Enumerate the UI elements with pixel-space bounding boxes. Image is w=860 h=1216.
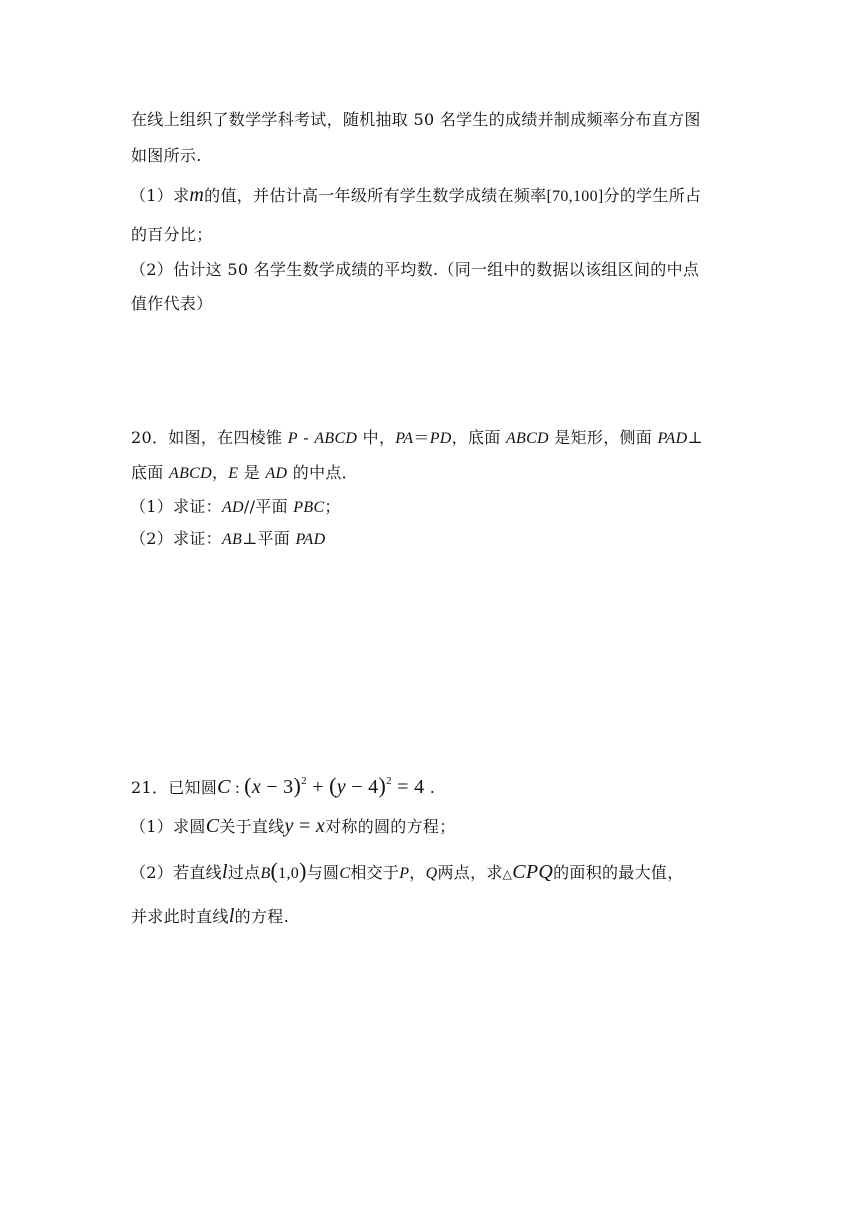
p20-text: ， [211, 463, 229, 482]
p21-var-y: y [336, 776, 346, 798]
p21-var-P: P [399, 865, 410, 882]
p21-point: 1,0 [278, 865, 300, 882]
p21-var-x: x [251, 776, 261, 798]
p21-q1 [130, 815, 456, 838]
p21-paren: ( [244, 773, 252, 798]
p21-text: 的方程. [234, 907, 289, 926]
p19-q1-prefix: （1）求 [130, 186, 190, 205]
p20-var-P: P [287, 430, 298, 447]
p19-q2-line1: （2）估计这 50 名学生数学成绩的平均数.（同一组中的数据以该组区间的中点 [130, 260, 700, 279]
p19-line2: 如图所示. [131, 146, 202, 165]
p21-var-l: l [228, 905, 235, 927]
p20-var-AB: AB [221, 531, 243, 548]
p21-text: 过点 [227, 863, 261, 882]
p21-text: （1）求圆 [130, 817, 206, 836]
p21-q2-line2 [131, 905, 289, 928]
p20-q2 [130, 528, 325, 551]
triangle-icon: △ [502, 867, 513, 881]
p20-dash: - [297, 428, 315, 447]
p21-text: 两点，求 [437, 863, 503, 882]
p20-var-PAD: PAD [657, 430, 688, 447]
p21-text: 21．已知圆 [131, 778, 218, 797]
p21-plus: + [306, 776, 330, 798]
p20-var-E: E [228, 465, 239, 482]
p20-var-AD: AD [265, 465, 288, 482]
p20-var-PAD: PAD [295, 531, 326, 548]
p21-text: 并求此时直线 [131, 907, 229, 926]
p20-q1 [130, 496, 341, 519]
p20-text: ； [324, 497, 341, 516]
p19-q1-suffix: 分的学生所占 [603, 186, 702, 205]
p21-paren: ) [293, 773, 302, 798]
p19-q1-line2: 的百分比； [131, 225, 213, 244]
p21-eq: = [293, 815, 316, 837]
p20-text: 中， [357, 428, 396, 447]
p19-q2-line2: 值作代表） [131, 294, 213, 313]
p19-q1-mid: 的值，并估计高一年级所有学生数学成绩在频率 [204, 186, 547, 205]
p21-var-l: l [221, 861, 228, 883]
p20-eq: ＝ [413, 428, 430, 447]
p19-q1 [130, 184, 701, 208]
p20-var-ABCD: ABCD [505, 430, 549, 447]
p21-text: . [424, 778, 436, 797]
p21-q2 [130, 860, 684, 885]
p21-var-C: C [217, 776, 231, 798]
p20-text: //平面 [243, 497, 294, 516]
p20-text: 是 [238, 463, 266, 482]
p21-text: 的面积的最大值， [553, 863, 684, 882]
p20-var-AD: AD [221, 499, 244, 516]
p20-var-PD: PD [429, 430, 452, 447]
p20-var-PBC: PBC [293, 499, 325, 516]
p21-var-C: C [339, 865, 351, 882]
p20-text: （1）求证： [130, 497, 222, 516]
p19-line1: 在线上组织了数学学科考试，随机抽取 50 名学生的成绩并制成频率分布直方图 [131, 110, 701, 129]
p19-q1-var: m [189, 184, 205, 206]
p21-colon: : [230, 780, 245, 797]
p20-text: （2）求证： [130, 529, 222, 548]
p20-perp: ⊥ [687, 428, 703, 447]
p20-text: 是矩形，侧面 [548, 428, 658, 447]
p20-text: 20．如图，在四棱锥 [131, 428, 288, 447]
p20-var-ABCD: ABCD [169, 465, 212, 482]
p21-text: 关于直线 [219, 817, 285, 836]
p19-q1-interval: [70,100] [546, 188, 604, 205]
p20-line2 [131, 462, 358, 485]
p20-var-PA: PA [395, 430, 414, 447]
p20-text: ⊥平面 [242, 529, 296, 548]
p21-var-Q: Q [425, 865, 438, 882]
p21-line1 [131, 770, 435, 800]
p20-text: 底面 [131, 463, 169, 482]
p21-text: 与圆 [306, 863, 340, 882]
p21-var-C: C [205, 815, 220, 837]
p21-text: 对称的圆的方程； [325, 817, 456, 836]
p20-var-ABCD: ABCD [314, 430, 358, 447]
p21-paren: ( [270, 858, 279, 883]
p20-text: 的中点． [287, 463, 358, 482]
p21-text: 相交于 [350, 863, 400, 882]
p20-text: ，底面 [451, 428, 506, 447]
p21-paren: ( [329, 773, 337, 798]
p21-var-CPQ: CPQ [512, 861, 554, 883]
p20-line1 [131, 427, 703, 450]
p21-term: = 4 [391, 776, 425, 798]
p21-var-x: x [315, 815, 326, 837]
p21-paren: ) [378, 773, 387, 798]
p21-text: （2）若直线 [130, 863, 222, 882]
p21-exponent: 2 [301, 775, 307, 787]
p21-var-y: y [284, 815, 294, 837]
p21-paren: ) [299, 858, 307, 883]
p21-term: − 3 [261, 776, 294, 798]
p21-term: − 4 [345, 776, 379, 798]
p21-text: ， [409, 863, 426, 882]
p21-var-B: B [260, 865, 271, 882]
p21-exponent: 2 [386, 775, 392, 787]
